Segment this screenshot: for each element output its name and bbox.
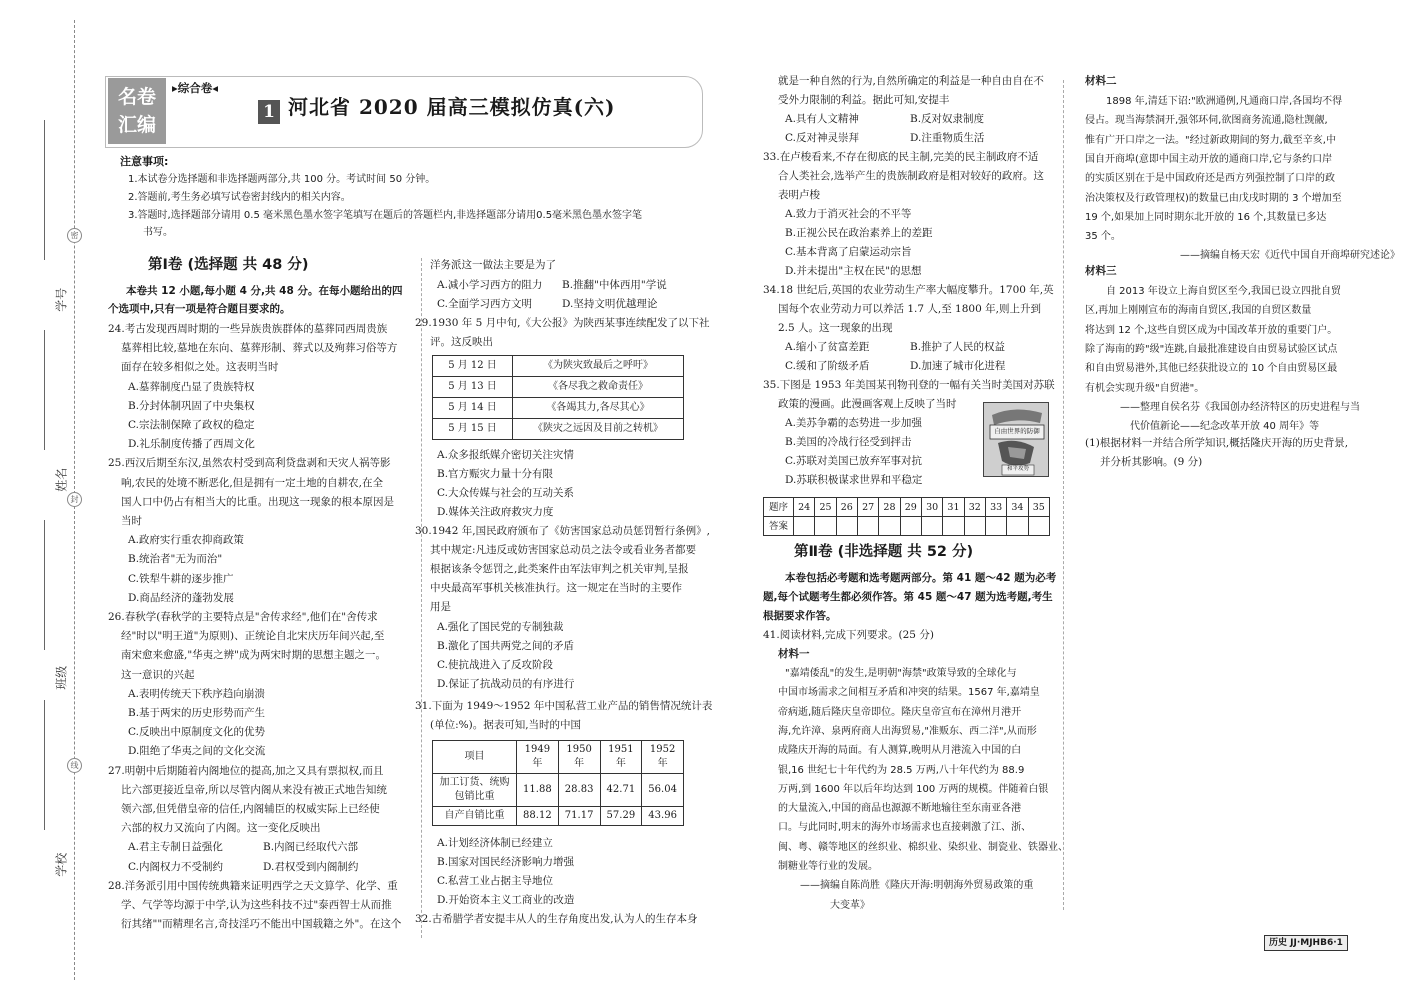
text-line: 其中规定:凡违反或妨害国家总动员之法令或看业务者都要	[430, 544, 697, 556]
table-cell: 43.96	[642, 807, 684, 826]
answer-number: 34	[1007, 498, 1028, 517]
text-line: C.反对神灵崇拜	[785, 132, 859, 144]
answer-box[interactable]	[985, 517, 1006, 536]
answer-number: 31	[943, 498, 964, 517]
text-line: D.加速了城市化进程	[910, 360, 1006, 372]
column-divider	[421, 258, 422, 938]
text-line: 的实质区别在于是中国政府还是西方列强控制了口岸的政	[1085, 173, 1335, 185]
table-row	[433, 807, 684, 826]
text-line: 用是	[430, 601, 451, 613]
text-line: A.表明传统天下秩序趋向崩溃	[128, 687, 265, 700]
text-line: C.私营工业占据主导地位	[437, 875, 553, 887]
answer-number: 35	[1028, 498, 1049, 517]
text-line: 合人类社会,选举产生的贵族制政府是相对较好的政府。这	[778, 170, 1044, 182]
text-line: 这一意识的兴起	[121, 668, 195, 681]
material-2-title: 材料二	[1085, 75, 1117, 87]
sales-table	[432, 740, 684, 826]
answer-box[interactable]	[964, 517, 985, 536]
text-line: 大变革》	[830, 899, 870, 911]
text-line: ——摘编自陈尚胜《隆庆开海:明朝海外贸易政策的重	[800, 880, 1034, 892]
text-line: 19 个,如果加上同时期东北开放的 16 个,其数量已多达	[1085, 211, 1327, 223]
material-3-title: 材料三	[1085, 265, 1117, 277]
part1-title: 第Ⅰ卷 (选择题 共 48 分)	[148, 257, 309, 273]
answer-row-label: 题序	[764, 498, 794, 517]
text-line: 和自由贸易港外,其他已经获批设立的 10 个自由贸易区最	[1085, 363, 1338, 375]
school-line	[44, 700, 45, 830]
part1-intro: 本卷共 12 小题,每小题 4 分,共 48 分。在每小题给出的四	[126, 285, 403, 297]
name-label: 姓名	[54, 467, 69, 492]
text-line: D.君权受到内阁制约	[263, 860, 359, 873]
text-line: B.统治者"无为而治"	[128, 553, 223, 566]
page-title: 河北省 2020 届高三模拟仿真(六)	[288, 95, 616, 119]
text-line: A.强化了国民党的专制独裁	[437, 621, 564, 633]
text-line: 33.在卢梭看来,不存在彻底的民主制,完美的民主制政府不适	[763, 151, 1039, 163]
table-cell: 28.83	[558, 774, 600, 807]
text-line: C.使抗战进入了反攻阶段	[437, 659, 553, 671]
answer-number: 33	[985, 498, 1006, 517]
answer-number: 32	[964, 498, 985, 517]
text-line: A.君主专制日益强化	[128, 841, 223, 854]
table-row	[433, 774, 684, 807]
text-line: 除了海南的跨"级"连跳,自最批准建设自由贸易试验区试点	[1085, 343, 1338, 355]
text-line: 银,16 世纪七十年代约为 28.5 万两,八十年代约为 88.9	[778, 764, 1025, 776]
text-line: 墓葬相比较,墓地在东向、墓葬形制、葬式以及殉葬习俗等方	[121, 342, 398, 355]
text-line: B.基于两宋的历史形势而产生	[128, 707, 266, 719]
answer-number: 29	[900, 498, 921, 517]
text-line: 响,农民的处境不断恶化,但是拥有一定土地的自耕农,在全	[121, 476, 384, 489]
student-id-line	[44, 120, 45, 260]
text-line: D.保证了抗战动员的有序进行	[437, 678, 575, 690]
answer-number: 25	[815, 498, 836, 517]
text-line: 1898 年,清廷下诏:"欧洲通例,凡通商口岸,各国均不得	[1106, 96, 1343, 107]
answer-box[interactable]	[1028, 517, 1049, 536]
part2-intro: 题,每个试题考生都必须作答。第 45 题～47 题为选考题,考生	[763, 591, 1053, 603]
text-line: A.缩小了贫富差距	[785, 341, 870, 353]
text-line: 29.1930 年 5 月中旬,《大公报》为陕西某事连续配发了以下社	[415, 317, 710, 329]
part2-intro: 本卷包括必考题和选考题两部分。第 41 题～42 题为必考	[785, 572, 1057, 584]
seal-circle: 线	[67, 758, 82, 773]
text-line: 南宋愈来愈盛,"华夷之辨"成为两宋时期的思想主题之一。	[121, 649, 386, 662]
text-line: 的大量流入,中国的商品也源源不断地输往至东南亚各港	[778, 803, 1022, 815]
text-line: A.减小学习西方的阻力	[437, 279, 543, 291]
answer-box[interactable]	[815, 517, 836, 536]
text-line: A.具有人文精神	[785, 113, 859, 125]
text-line: D.商品经济的蓬勃发展	[128, 591, 234, 604]
seal-circle: 封	[67, 492, 82, 507]
text-line: 中国市场需求之间相互矛盾和冲突的结果。1567 年,嘉靖皇	[778, 687, 1040, 699]
brand-line: 名卷	[117, 86, 156, 108]
text-line: 国每个农业劳动力可以养活 1.7 人,至 1800 年,则上升到	[778, 303, 1041, 315]
text-line: 比六部更接近皇帝,所以尽管内阁从来没有被正式地告知统	[121, 783, 387, 796]
text-line: 将达到 12 个,这些自贸区成为中国改革开放的重要门户。	[1085, 324, 1338, 336]
text-line: B.美国的冷战行径受到抨击	[785, 436, 912, 448]
notice-item: 2.答题前,考生务必填写试卷密封线内的相关内容。	[128, 192, 351, 203]
brand-logo	[108, 78, 166, 144]
text-line: C.全面学习西方文明	[437, 298, 532, 310]
text-line: 24.考古发现西周时期的一些异族贵族群体的墓葬同西周贵族	[108, 323, 388, 335]
text-line: 中央最高军事机关核准执行。这一规定在当时的主要作	[430, 582, 682, 594]
student-id-label: 学号	[54, 287, 69, 312]
school-label: 学校	[54, 852, 69, 877]
answer-box[interactable]	[857, 517, 878, 536]
text-line: B.内阁已经取代六部	[263, 841, 359, 854]
text-line: 2.5 人。这一现象的出现	[778, 322, 893, 334]
cartoon-caption-bottom: 和平攻势	[1006, 466, 1029, 472]
text-line: 国自开商埠(意即中国主动开放的通商口岸,它与条约口岸	[1085, 153, 1333, 165]
text-line: 当时	[121, 515, 142, 527]
table-cell: 5 月 13 日	[433, 377, 513, 398]
answer-number: 24	[794, 498, 815, 517]
answer-input-row	[764, 517, 1050, 536]
text-line: C.宗法制保障了政权的稳定	[128, 419, 255, 431]
text-line: 领六部,但凭借皇帝的信任,内阁辅臣的权威实际上已经使	[121, 803, 380, 815]
table-cell: 5 月 12 日	[433, 356, 513, 377]
text-line: 35 个。	[1085, 231, 1121, 243]
text-line: 衍其绪""而精理名言,奇技淫巧不能出中国载籍之外"。在这个	[121, 918, 402, 931]
text-line: 治决策权及行政管理权)的数量已由戊戌时期的 3 个增加至	[1085, 192, 1342, 204]
text-line: "嘉靖倭乱"的发生,是明朝"海禁"政策导致的全球化与	[785, 668, 1017, 679]
text-line: ——摘编自杨天宏《近代中国自开商埠研究述论》	[1180, 250, 1400, 262]
table-cell: 11.88	[517, 774, 559, 807]
text-line: B.分封体制巩固了中央集权	[128, 399, 255, 412]
text-line: 27.明朝中后期随着内阁地位的提高,加之又具有票拟权,而且	[108, 764, 384, 777]
text-line: 侵占。现当海禁洞开,强邻环伺,欲图商务流通,隐杜觊觎,	[1085, 115, 1328, 127]
column-divider	[1063, 80, 1064, 910]
answer-box[interactable]	[794, 517, 815, 536]
table-row	[433, 398, 684, 419]
answer-number: 27	[857, 498, 878, 517]
table-cell: 42.71	[600, 774, 642, 807]
table-row	[433, 419, 684, 440]
notice-title: 注意事项:	[120, 155, 169, 168]
text-line: C.内阁权力不受制约	[128, 860, 223, 873]
volume-type: ▸综合卷◂	[172, 81, 219, 95]
editorial-table	[432, 355, 684, 440]
text-line: 自 2013 年设立上海自贸区至今,我国已设立四批自贸	[1106, 286, 1341, 297]
table-cell: 88.12	[517, 807, 559, 826]
text-line: A.计划经济体制已经建立	[437, 837, 553, 849]
text-line: D.媒体关注政府救灾力度	[437, 506, 554, 518]
text-line: 30.1942 年,国民政府颁布了《妨害国家总动员惩罚暂行条例》,	[415, 525, 710, 537]
notice-item: 书写。	[143, 227, 173, 238]
table-header: 1949 年	[517, 741, 559, 774]
text-line: 六部的权力又流向了内阁。这一变化反映出	[121, 822, 321, 835]
text-line: 区,再加上刚刚宣布的海南自贸区,我国的自贸区数量	[1085, 305, 1312, 317]
text-line: D.礼乐制度传播了西周文化	[128, 438, 255, 451]
text-line: 34.18 世纪后,英国的农业劳动生产率大幅度攀升。1700 年,英	[763, 284, 1054, 296]
paper-number: 1	[258, 100, 280, 124]
part1-intro: 个选项中,只有一项是符合题目要求的。	[108, 303, 291, 315]
text-line: D.并未提出"主权在民"的思想	[785, 265, 922, 277]
table-cell: 57.29	[600, 807, 642, 826]
question-41: 41.阅读材料,完成下列要求。(25 分)	[763, 629, 934, 641]
text-line: 表明卢梭	[778, 189, 820, 201]
name-line	[44, 330, 45, 450]
brand-line: 汇编	[117, 114, 156, 136]
table-header-row	[433, 741, 684, 774]
text-line: 28.洋务派引用中国传统典籍来证明西学之天文算学、化学、重	[108, 879, 398, 892]
text-line: 35.下图是 1953 年美国某刊物刊登的一幅有关当时美国对苏联	[763, 379, 1055, 391]
text-line: C.缓和了阶级矛盾	[785, 360, 870, 372]
answer-box[interactable]	[1007, 517, 1028, 536]
notice-item: 3.答题时,选择题部分请用 0.5 毫米黑色墨水签字笔填写在题后的答题栏内,非选择题部分请用0.5毫米黑色墨水签字笔	[128, 210, 643, 221]
question-41-1: (1)根据材料一并结合所学知识,概括隆庆开海的历史背景,	[1085, 437, 1349, 449]
text-line: C.苏联对美国已放弃军事对抗	[785, 455, 922, 467]
answer-grid	[763, 497, 1050, 536]
table-row	[433, 356, 684, 377]
text-line: A.墓葬制度凸显了贵族特权	[128, 380, 255, 393]
part2-title: 第Ⅱ卷 (非选择题 共 52 分)	[794, 544, 974, 560]
answer-box[interactable]	[879, 517, 900, 536]
text-line: 面存在较多相似之处。这表明当时	[121, 361, 279, 374]
text-line: B.激化了国共两党之间的矛盾	[437, 640, 575, 652]
cartoon-caption-top: 自由世界的防御	[994, 427, 1040, 435]
text-line: 受外力限制的利益。据此可知,安提丰	[778, 94, 950, 106]
text-line: 海,允许漳、泉两府商人出海贸易,"准贩东、西二洋",从而形	[778, 725, 1037, 737]
text-line: C.大众传媒与社会的互动关系	[437, 487, 574, 499]
cold-war-cartoon-image	[983, 402, 1049, 477]
table-cell: 56.04	[642, 774, 684, 807]
answer-number-row	[764, 498, 1050, 517]
table-header: 1951 年	[600, 741, 642, 774]
table-cell: 《陕灾之远因及目前之转机》	[513, 419, 684, 440]
material-1-title: 材料一	[778, 648, 810, 660]
text-line: 政策的漫画。此漫画客观上反映了当时	[778, 398, 957, 410]
question-41-1: 并分析其影响。(9 分)	[1100, 456, 1203, 468]
class-line	[44, 520, 45, 650]
text-line: 31.下面为 1949～1952 年中国私营工业产品的销售情况统计表	[415, 700, 713, 712]
text-line: 经"时以"明王道"为原则)、正统论自北宋庆历年间兴起,至	[121, 630, 385, 643]
text-line: 成隆庆开海的局面。有人测算,晚明从月港流入中国的白	[778, 745, 1022, 757]
table-cell: 自产自销比重	[433, 807, 517, 826]
text-line: B.推护了人民的权益	[910, 341, 1006, 353]
text-line: 洋务派这一做法主要是为了	[430, 259, 556, 271]
table-row	[433, 377, 684, 398]
text-line: 制糖业等行业的发展。	[778, 861, 878, 872]
table-header: 1952 年	[642, 741, 684, 774]
text-line: A.致力于消灭社会的不平等	[785, 208, 912, 220]
text-line: A.政府实行重农抑商政策	[128, 534, 244, 547]
answer-box[interactable]	[836, 517, 857, 536]
text-line: B.推翻"中体西用"学说	[562, 279, 667, 291]
table-cell: 《为陕灾致最后之呼吁》	[513, 356, 684, 377]
answer-box[interactable]	[900, 517, 921, 536]
answer-box[interactable]	[921, 517, 942, 536]
text-line: D.阻绝了华夷之间的文化交流	[128, 745, 266, 758]
answer-row-label: 答案	[764, 517, 794, 536]
text-line: A.众多报纸媒介密切关注灾情	[437, 449, 574, 461]
table-cell: 《各竭其力,各尽其心》	[513, 398, 684, 419]
text-line: (单位:%)。据表可知,当时的中国	[430, 719, 582, 731]
table-header: 1950 年	[558, 741, 600, 774]
notice-item: 1.本试卷分选择题和非选择题两部分,共 100 分。考试时间 50 分钟。	[128, 174, 436, 185]
table-header: 项目	[433, 741, 517, 774]
text-line: C.基本背离了启蒙运动宗旨	[785, 246, 912, 258]
table-cell: 加工订货、统购包销比重	[433, 774, 517, 807]
text-line: 25.西汉后期至东汉,虽然农村受到高利贷盘剥和天灾人祸等影	[108, 457, 391, 470]
text-line: 惟有广开口岸之一法。"经过新政期间的努力,截至辛亥,中	[1085, 134, 1336, 146]
text-line: D.注重物质生活	[910, 132, 985, 144]
text-line: A.美苏争霸的态势进一步加强	[785, 417, 922, 429]
text-line: D.苏联积极谋求世界和平稳定	[785, 474, 923, 486]
text-line: B.官方赈灾力量十分有限	[437, 468, 554, 480]
text-line: 万两,到 1600 年以后年均达到 100 万两的规模。伴随着白银	[778, 783, 1049, 795]
text-line: 学、气学等均源于中学,认为这些科技不过"泰西智士从而推	[121, 899, 392, 911]
table-cell: 《各尽我之救命责任》	[513, 377, 684, 398]
text-line: B.反对奴隶制度	[910, 113, 985, 125]
text-line: 代价值新论——纪念改革开放 40 周年》等	[1130, 421, 1320, 433]
answer-box[interactable]	[943, 517, 964, 536]
text-line: C.铁犁牛耕的逐步推广	[128, 572, 234, 585]
table-cell: 71.17	[558, 807, 600, 826]
answer-number: 30	[921, 498, 942, 517]
text-line: 闽、粤、赣等地区的丝织业、棉织业、染织业、制瓷业、铁器业、	[778, 841, 1068, 853]
text-line: 根据该条令惩罚之,此类案件由军法审判之机关审判,呈报	[430, 563, 689, 575]
text-line: 帝病逝,随后隆庆皇帝即位。隆庆皇帝宣布在漳州月港开	[778, 706, 1022, 718]
class-label: 班级	[54, 665, 69, 690]
table-cell: 5 月 14 日	[433, 398, 513, 419]
seal-circle: 密	[67, 228, 82, 243]
answer-number: 28	[879, 498, 900, 517]
text-line: 32.古希腊学者安提丰从人的生存角度出发,认为人的生存本身	[415, 913, 698, 925]
text-line: 有机会实现升级"自贸港"。	[1085, 382, 1205, 394]
table-cell: 5 月 15 日	[433, 419, 513, 440]
footer-code: 历史 JJ·MJHB6·1	[1264, 935, 1348, 951]
text-line: D.开始资本主义工商业的改造	[437, 894, 575, 906]
text-line: 就是一种自然的行为,自然所确定的利益是一种自由自在不	[778, 75, 1044, 87]
text-line: 26.春秋学(春秋学的主要特点是"舍传求经",他们在"舍传求	[108, 611, 378, 623]
answer-number: 26	[836, 498, 857, 517]
text-line: C.反映出中原制度文化的优势	[128, 726, 265, 739]
text-line: B.正视公民在政治素养上的差距	[785, 227, 933, 239]
text-line: ——整理自侯名芬《我国创办经济特区的历史进程与当	[1120, 401, 1360, 413]
text-line: 评。这反映出	[430, 336, 493, 348]
text-line: D.坚持文明优越理论	[562, 298, 658, 310]
text-line: 口。与此同时,明末的海外市场需求也直接刺激了江、浙、	[778, 822, 1032, 834]
part2-intro: 根据要求作答。	[763, 610, 837, 622]
text-line: 国人口中仍占有相当大的比重。出现这一现象的根本原因是	[121, 495, 394, 508]
text-line: B.国家对国民经济影响力增强	[437, 856, 575, 868]
